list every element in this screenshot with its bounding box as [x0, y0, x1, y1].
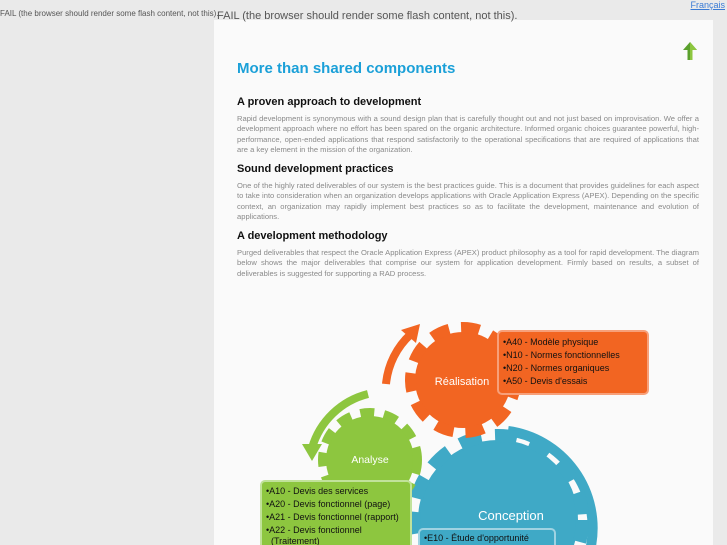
- section-methodology: [237, 230, 699, 279]
- deliverable-item: •A22 - Devis fonctionnel: [266, 525, 362, 535]
- section-heading: Sound development practices: [237, 163, 394, 175]
- language-link[interactable]: Français: [690, 0, 725, 10]
- up-arrow-icon[interactable]: [683, 42, 697, 60]
- page-title: More than shared components: [237, 60, 456, 77]
- realisation-label: Réalisation: [434, 376, 490, 388]
- analyse-deliverables-box: [261, 481, 411, 545]
- conception-label: Conception: [478, 508, 544, 523]
- flash-fallback-text-left: FAIL (the browser should render some flash content, not this).: [0, 9, 219, 18]
- conception-gear: [418, 431, 593, 545]
- deliverable-item: •E10 - Étude d'opportunité: [424, 533, 529, 543]
- section-proven-approach: [237, 96, 699, 155]
- deliverable-item: •N20 - Normes organiques: [503, 363, 610, 373]
- deliverable-item: •N10 - Normes fonctionnelles: [503, 350, 620, 360]
- section-heading: A proven approach to development: [237, 96, 422, 108]
- deliverable-item: •A40 - Modèle physique: [503, 337, 599, 347]
- section-sound-practices: [237, 163, 699, 222]
- conception-deliverables-box: [419, 529, 555, 545]
- deliverable-item: •A10 - Devis des services: [266, 486, 369, 496]
- flash-fallback-text: FAIL (the browser should render some flash content, not this).: [217, 10, 518, 22]
- deliverable-item: •A50 - Devis d'essais: [503, 376, 588, 386]
- development-cycle-diagram: [258, 298, 678, 545]
- section-heading: A development methodology: [237, 230, 388, 242]
- analyse-label: Analyse: [351, 454, 389, 466]
- realisation-deliverables-box: [498, 331, 648, 394]
- deliverable-item: •A21 - Devis fonctionnel (rapport): [266, 512, 399, 522]
- deliverable-item: •A20 - Devis fonctionnel (page): [266, 499, 391, 509]
- main-content: [214, 20, 713, 545]
- section-body: Purged deliverables that respect the Oracle Application Express (APEX) product philosophy as a tool for rapid development. The diagram below shows the major deliverables that comprise our system for application development. Firmly based on results, a subset of deliverables is suggested for supporting a RAD process.: [237, 248, 699, 278]
- section-body: One of the highly rated deliverables of our system is the best practices guide. This is a document that provides guidelines for each aspect to take into consideration when an organization develops applications with Oracle Application Express (APEX). Depending on the specific context, an organization may rapidly implement best practices so as to facilitate the development, maintenance and evolution of applications.: [237, 181, 699, 221]
- section-body: Rapid development is synonymous with a sound design plan that is carefully thought out and not just based on improvisation. We offer a development approach where no effort has been spared on the organic architecture. Informed organic choices guarantee powerful, high-performance, open-ended applications that respond satisfactorily to the operational specifications that are required of applications that are a key element in the mission of the organization.: [237, 114, 699, 154]
- deliverable-item: (Traitement): [271, 536, 320, 545]
- realisation-gear: [386, 324, 511, 428]
